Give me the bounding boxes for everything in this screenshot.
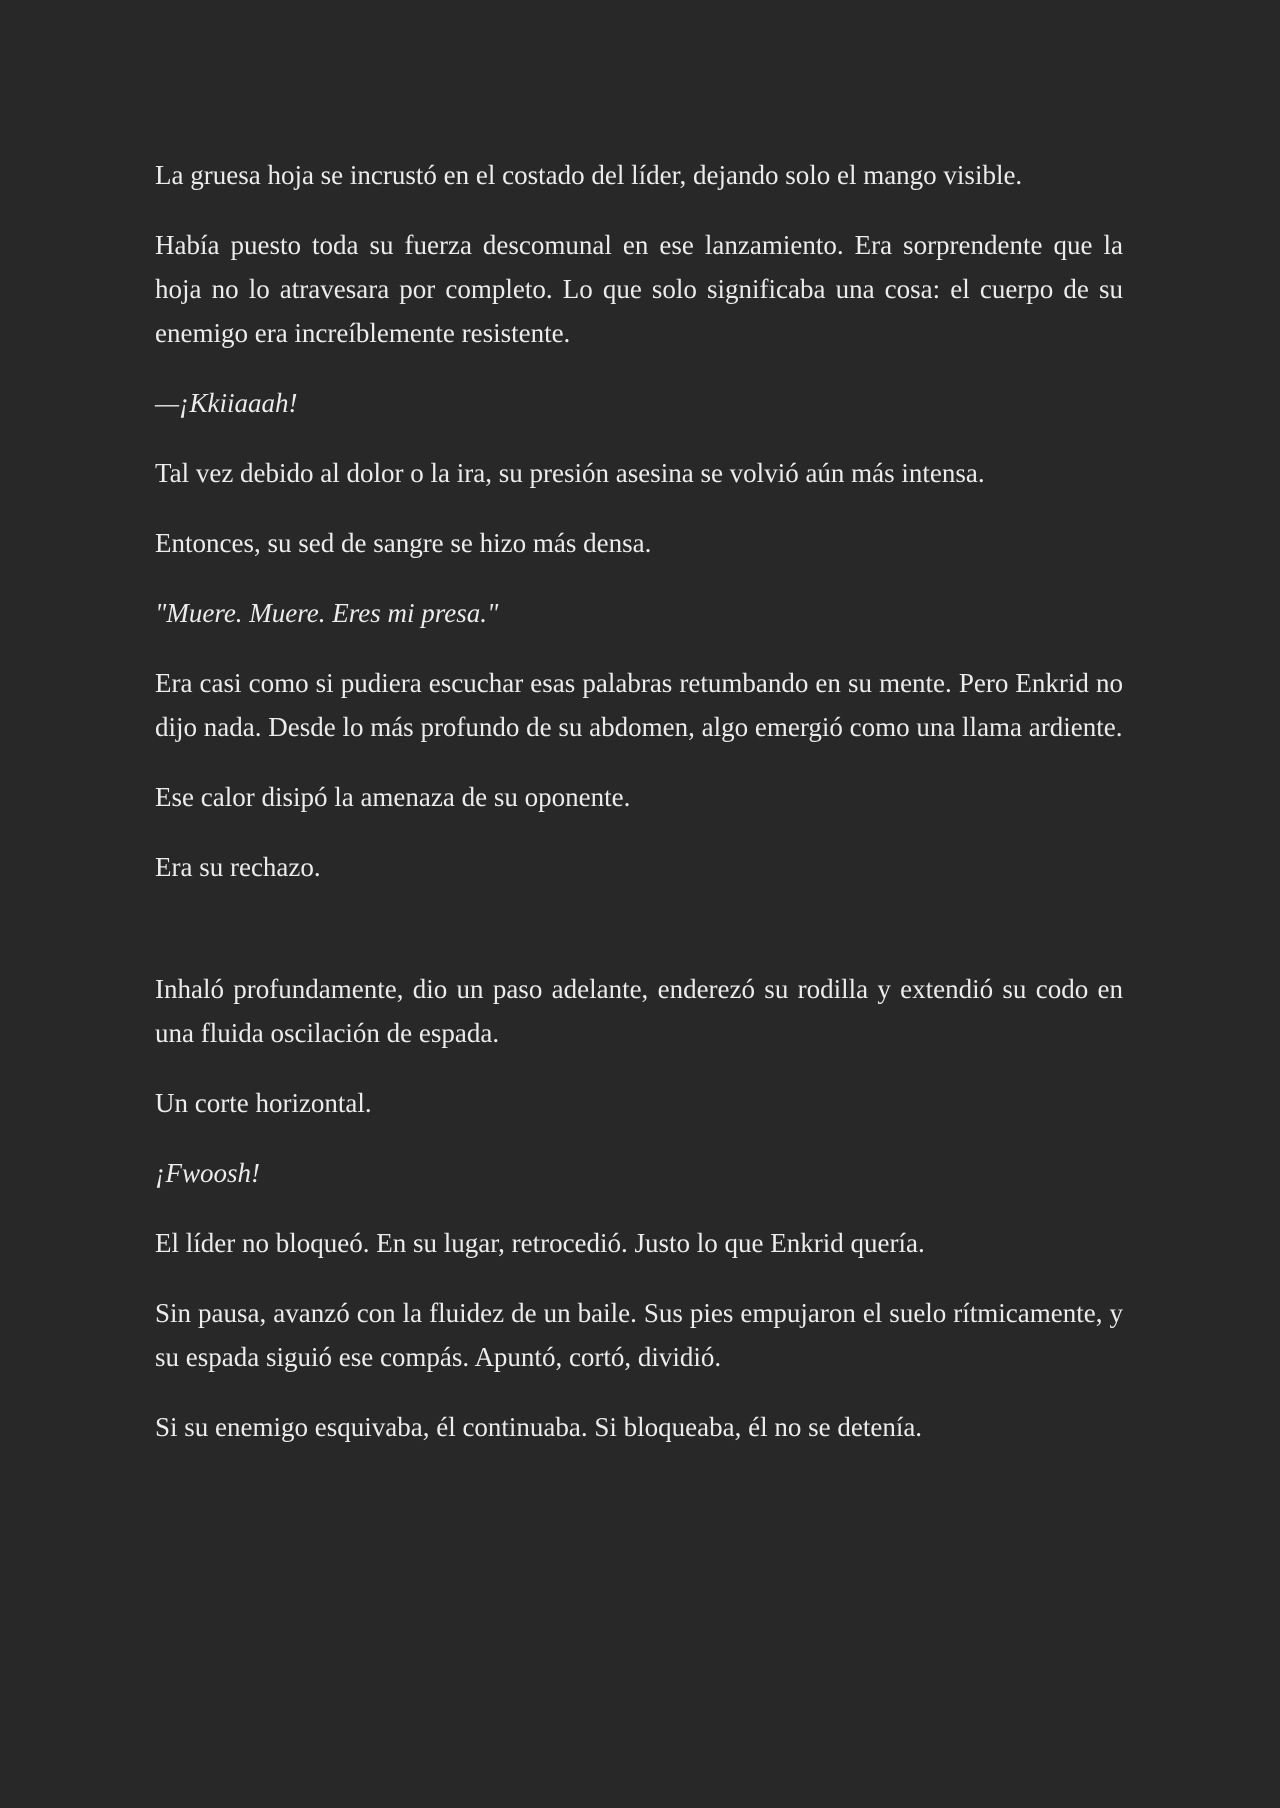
sound-effect: —¡Kkiiaaah!	[155, 388, 298, 418]
paragraph: Ese calor disipó la amenaza de su oponente.	[155, 782, 631, 812]
paragraph: El líder no bloqueó. En su lugar, retrocedió. Justo lo que Enkrid quería.	[155, 1228, 925, 1258]
paragraph: Era casi como si pudiera escuchar esas palabras retumbando en su mente. Pero Enkrid no dijo nada. Desde lo más profundo de su abdomen, algo emergió como una llama ardiente.	[155, 668, 1123, 742]
scene-break	[155, 915, 1123, 967]
paragraph: La gruesa hoja se incrustó en el costado del líder, dejando solo el mango visible.	[155, 160, 1023, 190]
paragraph: Había puesto toda su fuerza descomunal en ese lanzamiento. Era sorprendente que la hoja no lo atravesara por completo. Lo que solo significaba una cosa: el cuerpo de su enemigo era increíblemente resistente.	[155, 230, 1123, 348]
paragraph: Un corte horizontal.	[155, 1088, 372, 1118]
paragraph: Entonces, su sed de sangre se hizo más densa.	[155, 528, 652, 558]
paragraph: Tal vez debido al dolor o la ira, su presión asesina se volvió aún más intensa.	[155, 458, 985, 488]
paragraph: Inhaló profundamente, dio un paso adelante, enderezó su rodilla y extendió su codo en una fluida oscilación de espada.	[155, 974, 1123, 1048]
chapter-text	[155, 153, 1123, 1475]
inner-voice: "Muere. Muere. Eres mi presa."	[155, 598, 499, 628]
paragraph: Sin pausa, avanzó con la fluidez de un baile. Sus pies empujaron el suelo rítmicamente, y su espada siguió ese compás. Apuntó, cortó, dividió.	[155, 1298, 1123, 1372]
sound-effect: ¡Fwoosh!	[155, 1158, 261, 1188]
paragraph: Era su rechazo.	[155, 852, 321, 882]
paragraph: Si su enemigo esquivaba, él continuaba. Si bloqueaba, él no se detenía.	[155, 1412, 923, 1442]
